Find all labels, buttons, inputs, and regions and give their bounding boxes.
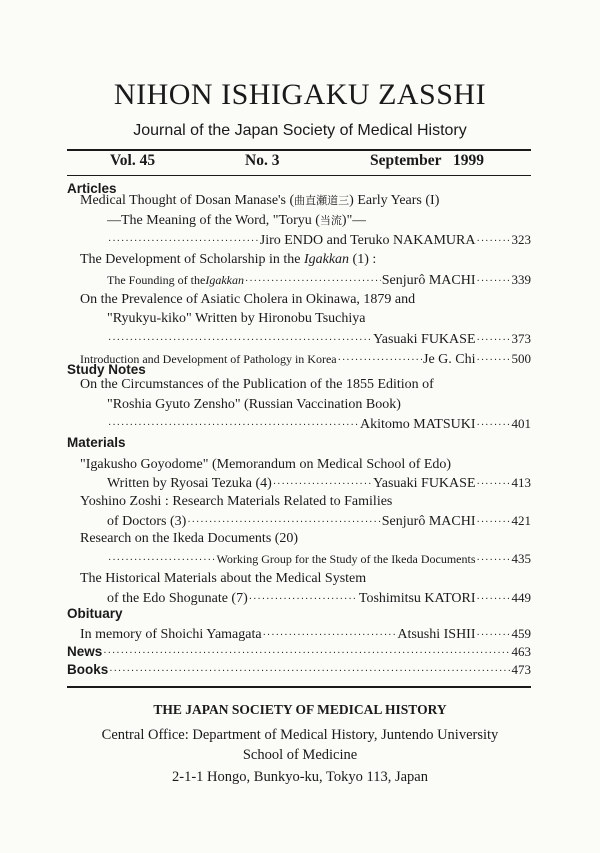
material-1-byline: Written by Ryosai Tezuka (4) ····· Yasuaki FUKASE ····· 413 (107, 473, 531, 493)
page-number: 459 (511, 626, 531, 641)
page-number: 421 (511, 513, 531, 528)
material-4-byline: of the Edo Shogunate (7) ····· Toshimitsu KATORI ····· 449 (107, 588, 531, 608)
section-materials: Materials (67, 435, 126, 450)
section-study-notes: Study Notes (67, 362, 146, 377)
volume-label: Vol. 45 (110, 152, 156, 169)
leader-dots (249, 590, 358, 608)
article-3-title-cont: "Ryukyu-kiko" Written by Hironobu Tsuchiya (107, 311, 366, 326)
obituary-1: In memory of Shoichi Yamagata ····· Atsushi ISHII ····· 459 (80, 624, 531, 644)
material-2-byline: of Doctors (3) ····· Senjurô MACHI ····· 421 (107, 511, 531, 531)
study-note-1-byline: ····· Akitomo MATSUKI ····· 401 (107, 414, 531, 434)
header-divider (67, 175, 531, 176)
section-articles: Articles (67, 181, 117, 196)
leader-dots (109, 662, 510, 680)
issue-date: September 1999 (370, 152, 485, 169)
material-3-title: Research on the Ikeda Documents (20) (80, 531, 299, 546)
page-number: 323 (511, 232, 531, 247)
leader-dots (245, 272, 381, 290)
page-number: 463 (511, 644, 531, 659)
page-number: 473 (511, 662, 531, 677)
article-1-subtitle: —The Meaning of the Word, "Toryu (当流)"— (107, 213, 367, 228)
article-2-title: The Development of Scholarship in the Igakkan (1) : (80, 252, 377, 267)
article-2-byline: The Founding of the Igakkan ····· Senjurô MACHI ····· 339 (107, 270, 531, 290)
issue-number: No. 3 (245, 152, 280, 169)
society-name: THE JAPAN SOCIETY OF MEDICAL HISTORY (153, 702, 447, 717)
page-number: 401 (511, 416, 531, 431)
article-3-byline: ····· Yasuaki FUKASE ····· 373 (107, 329, 531, 349)
page-number: 449 (511, 590, 531, 605)
section-obituary: Obituary (67, 606, 123, 621)
material-4-title: The Historical Materials about the Medical System (80, 571, 367, 586)
journal-subtitle: Journal of the Japan Society of Medical History (133, 122, 467, 139)
study-note-1-title-cont: "Roshia Gyuto Zensho" (Russian Vaccination Book) (107, 397, 401, 412)
page-number: 339 (511, 272, 531, 287)
article-1-title: Medical Thought of Dosan Manase's (曲直瀬道三) Early Years (I) (80, 193, 440, 208)
journal-title: NIHON ISHIGAKU ZASSHI (113, 78, 487, 111)
top-rule (67, 149, 531, 151)
office-line-2: School of Medicine (242, 747, 358, 763)
material-2-title: Yoshino Zoshi : Research Materials Related to Families (80, 494, 393, 509)
page-number: 500 (511, 351, 531, 366)
footer-rule (67, 686, 531, 688)
page-number: 435 (511, 551, 531, 566)
office-line-1: Central Office: Department of Medical History, Juntendo University (101, 727, 499, 743)
article-4: Introduction and Development of Pathology in Korea ····· Je G. Chi ····· 500 (80, 349, 531, 369)
page-number: 373 (511, 331, 531, 346)
page-number: 413 (511, 475, 531, 490)
article-1-byline: ····· Jiro ENDO and Teruko NAKAMURA ····· 323 (107, 230, 531, 250)
material-3-byline: ····· Working Group for the Study of the Ikeda Documents ····· 435 (107, 549, 531, 569)
leader-dots (108, 416, 359, 434)
article-3-title: On the Prevalence of Asiatic Cholera in Okinawa, 1879 and (80, 292, 416, 307)
books-entry: Books ····· 473 (67, 660, 531, 680)
office-address: 2-1-1 Hongo, Bunkyo-ku, Tokyo 113, Japan (172, 769, 428, 785)
leader-dots (108, 551, 216, 569)
material-1-title: "Igakusho Goyodome" (Memorandum on Medical School of Edo) (80, 457, 452, 472)
leader-dots (338, 351, 422, 369)
study-note-1-title: On the Circumstances of the Publication of the 1855 Edition of (80, 377, 434, 392)
leader-dots (108, 331, 372, 349)
news-entry: News ····· 463 (67, 642, 531, 662)
leader-dots (273, 475, 372, 493)
leader-dots (108, 232, 259, 250)
